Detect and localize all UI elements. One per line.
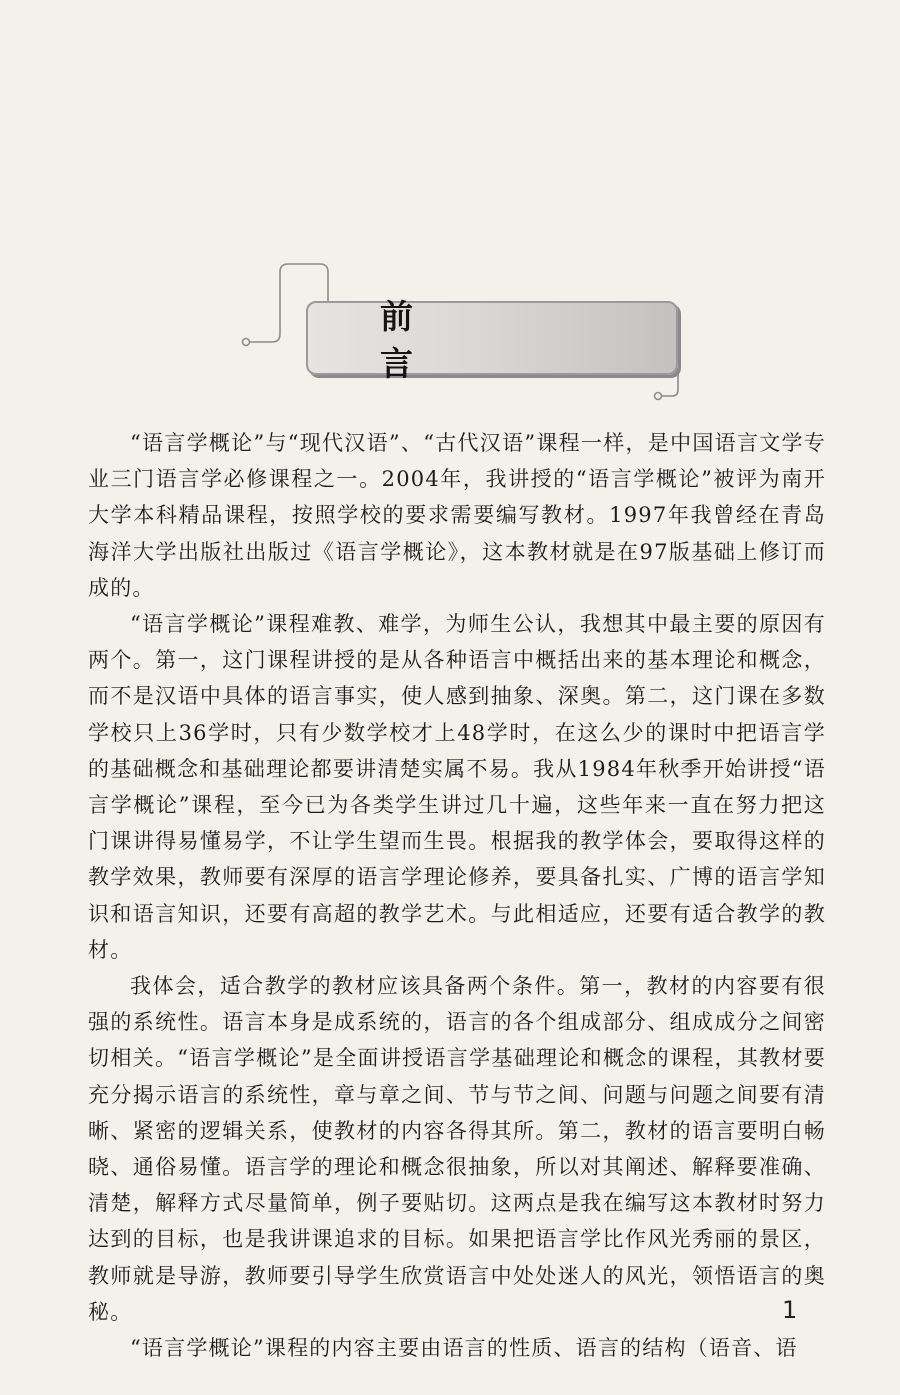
paragraph-2: “语言学概论”课程难教、难学，为师生公认，我想其中最主要的原因有两个。第一，这门课程讲授的是从各种语言中概括出来的基本理论和概念，而不是汉语中具体的语言事实，使人感到抽象、深奥。第二，这门课在多数学校只上36学时，只有少数学校才上48学时，在这么少的课时中把语言学的基础概念和基础理论都要讲清楚实属不易。我从1984年秋季开始讲授“语言学概论”课程，至今已为各类学生讲过几十遍，这些年来一直在努力把这门课讲得易懂易学，不让学生望而生畏。根据我的教学体会，要取得这样的教学效果，教师要有深厚的语言学理论修养，要具备扎实、广博的语言学知识和语言知识，还要有高超的教学艺术。与此相适应，还要有适合教学的教材。 <box>88 612 826 962</box>
paragraph-4: “语言学概论”课程的内容主要由语言的性质、语言的结构（语音、语 <box>130 1336 798 1361</box>
page-title: 前 言 <box>380 297 590 383</box>
page-number: 1 <box>782 1296 798 1324</box>
preface-body <box>88 425 826 1366</box>
paragraph-3: 我体会，适合教学的教材应该具备两个条件。第一，教材的内容要有很强的系统性。语言本身是成系统的，语言的各个组成部分、组成成分之间密切相关。“语言学概论”是全面讲授语言学基础理论和概念的课程，其教材要充分揭示语言的系统性，章与章之间、节与节之间、问题与问题之间要有清晰、紧密的逻辑关系，使教材的内容各得其所。第二，教材的语言要明白畅晓、通俗易懂。语言学的理论和概念很抽象，所以对其阐述、解释要准确、清楚，解释方式尽量简单，例子要贴切。这两点是我在编写这本教材时努力达到的目标，也是我讲课追求的目标。如果把语言学比作风光秀丽的景区，教师就是导游，教师要引导学生欣赏语言中处处迷人的风光，领悟语言的奥秘。 <box>88 974 826 1324</box>
heading-box <box>306 297 678 383</box>
paragraph-1: “语言学概论”与“现代汉语”、“古代汉语”课程一样，是中国语言文学专业三门语言学必修课程之一。2004年，我讲授的“语言学概论”被评为南开大学本科精品课程，按照学校的要求需要编写教材。1997年我曾经在青岛海洋大学出版社出版过《语言学概论》，这本教材就是在97版基础上修订而成的。 <box>88 431 826 600</box>
